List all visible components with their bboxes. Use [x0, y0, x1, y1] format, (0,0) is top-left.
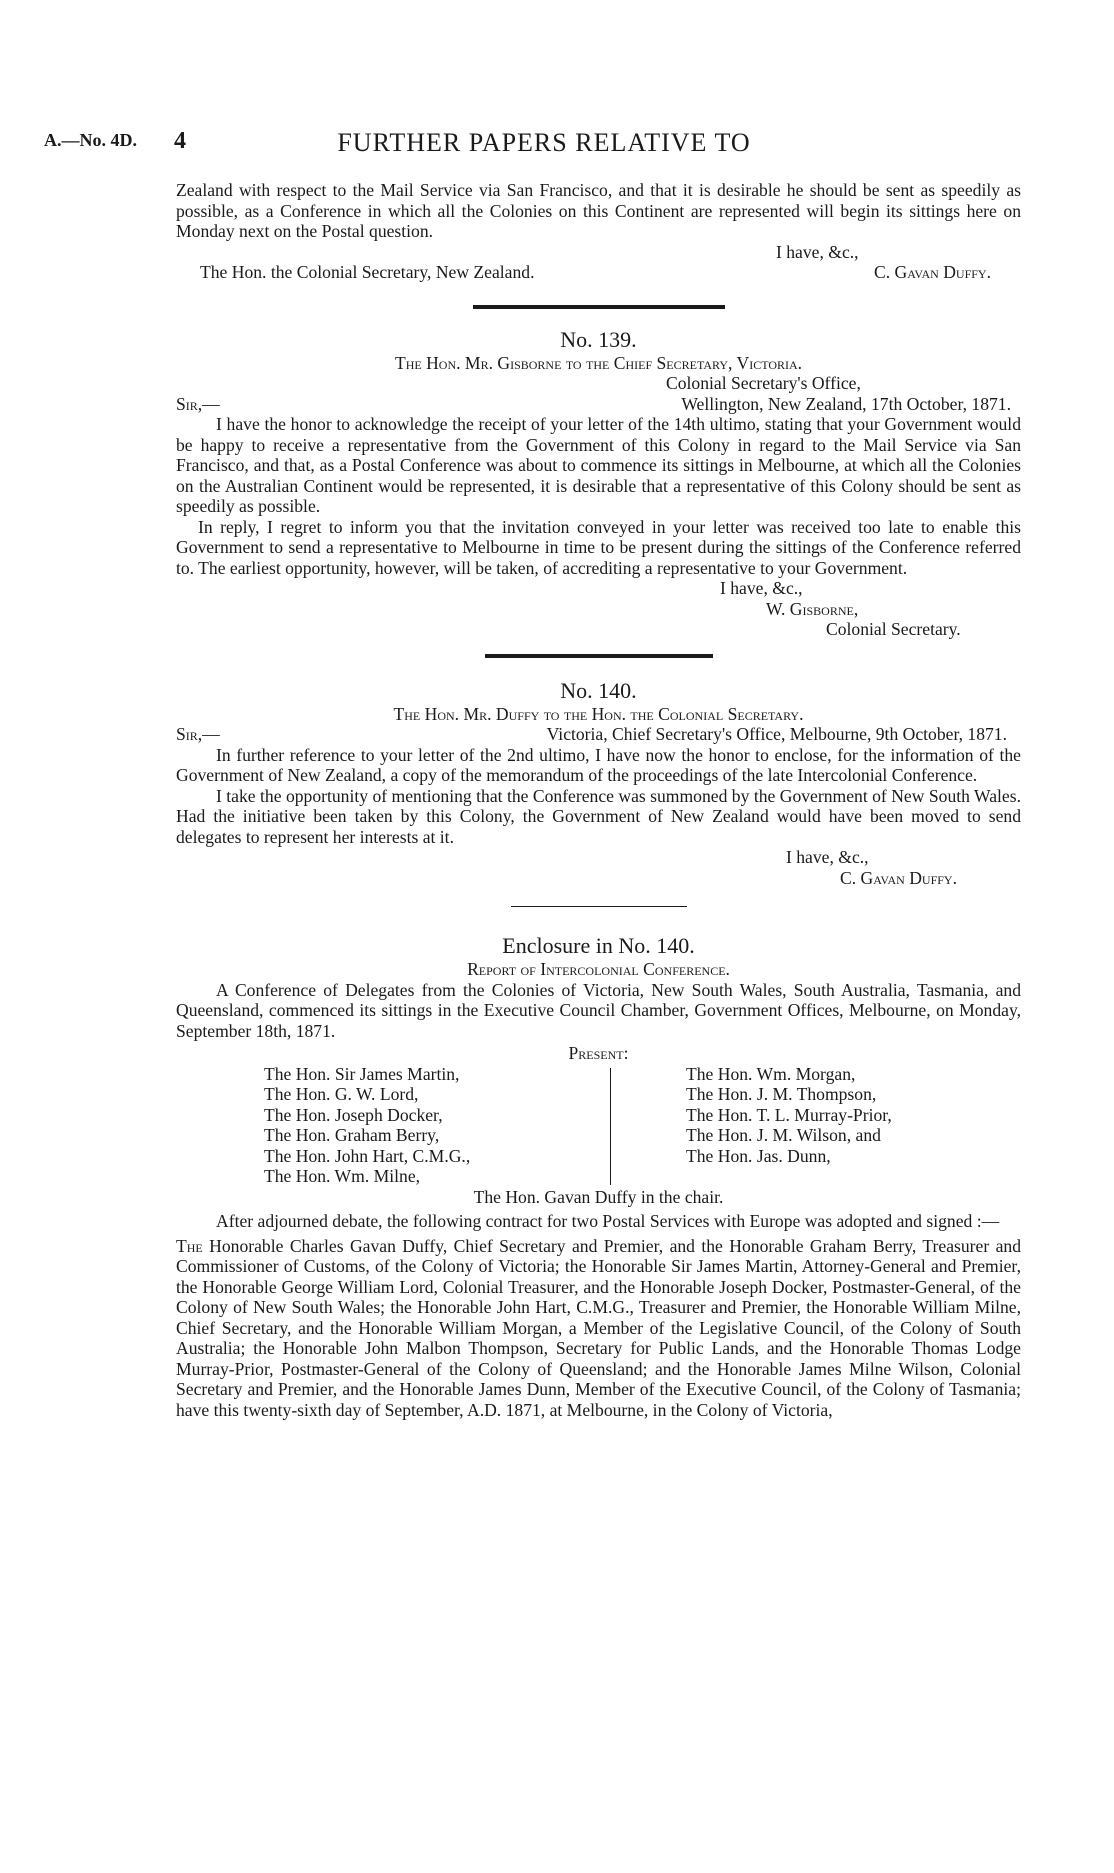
continued-paragraph: Zealand with respect to the Mail Service via San Francisco, and that it is desirable he should be sent as speedily as possible, as a Conference in which all the Colonies on this Continent are represented will begin its sittings here on Monday next on the Postal question.: [176, 180, 1021, 241]
place-date: Victoria, Chief Secretary's Office, Melbourne, 9th October, 1871.: [546, 724, 1007, 744]
running-title: FURTHER PAPERS RELATIVE TO: [337, 128, 751, 157]
salutation-row: [176, 724, 1021, 745]
contract-text: Honorable Charles Gavan Duffy, Chief Secretary and Premier, and the Honorable Graham Berry, Treasurer and Commissioner of Customs, of the Colony of Victoria; the Honorable Sir James Martin, Attorney-General and Premier, the Honorable George William Lord, Colonial Treasurer, and the Honorable Joseph Docker, Postmaster-General, of the Colony of New South Wales; the Honorable John Hart, C.M.G., Treasurer and Premier, the Honorable William Milne, Chief Secretary, and the Honorable William Morgan, a Member of the Legislative Council, of the Colony of South Australia; the Honorable John Malbon Thompson, Secretary for Public Lands, and the Honorable Thomas Lodge Murray-Prior, Postmaster-General of the Colony of Queensland; and the Honorable James Milne Wilson, Colonial Secretary and Premier, and the Honorable James Dunn, Member of the Executive Council, of the Colony of Tasmania; have this twenty-sixth day of September, A.D. 1871, at Melbourne, in the Colony of Victoria,: [176, 1235, 1021, 1420]
addressee-signature-row: [176, 262, 1021, 283]
office-line: Colonial Secretary's Office,: [666, 373, 861, 393]
paper-reference: A.—No. 4D.: [44, 130, 137, 150]
attendee-name: The Hon. Graham Berry,: [264, 1125, 440, 1145]
attendee-name: The Hon. Joseph Docker,: [264, 1104, 443, 1125]
attendee-name: The Hon. G. W. Lord,: [264, 1084, 419, 1104]
present-label: Present:: [568, 1043, 629, 1063]
enclosure-subtitle: Report of Intercolonial Conference.: [467, 959, 730, 979]
letter-heading: The Hon. Mr. Duffy to the Hon. the Colonial Secretary.: [393, 703, 804, 724]
page-header: [44, 128, 1044, 158]
closing-formula: I have, &c.,: [786, 847, 869, 867]
body-paragraph: A Conference of Delegates from the Colonies of Victoria, New South Wales, South Australia, Tasmania, and Queensland, commenced its sittings in the Executive Council Chamber, Government Offices, Melbourne, on Monday, September 18th, 1871.: [176, 979, 1021, 1041]
closing-formula: I have, &c.,: [720, 578, 803, 598]
signature: C. Gavan Duffy.: [874, 262, 991, 282]
attendee-column-left: [264, 1064, 610, 1187]
body-paragraph: In reply, I regret to inform you that the invitation conveyed in your letter was received too late to enable this Government to send a representative to Melbourne in time to be present during the sittings of the Conference referred to. The earliest opportunity, however, will be taken, of accrediting a representative to your Government.: [176, 516, 1021, 578]
attendee-name: The Hon. John Hart, C.M.G.,: [264, 1145, 471, 1166]
body-paragraph: In further reference to your letter of the 2nd ultimo, I have now the honor to enclose, for the information of the Government of New Zealand, a copy of the memorandum of the proceedings of the late Intercolonial Conference.: [176, 744, 1021, 785]
place-date: Wellington, New Zealand, 17th October, 1871.: [681, 393, 1011, 414]
attendee-name: The Hon. Jas. Dunn,: [686, 1145, 831, 1166]
attendee-name: The Hon. J. M. Wilson, and: [686, 1125, 881, 1145]
letter-number: No. 139.: [560, 326, 637, 352]
salutation: Sir,—: [176, 724, 220, 744]
attendee-name: The Hon. Wm. Morgan,: [686, 1063, 856, 1084]
body-paragraph: After adjourned debate, the following contract for two Postal Services with Europe was adopted and signed :—: [216, 1211, 1000, 1231]
salutation-row: [176, 394, 1021, 415]
attendee-name: The Hon. Sir James Martin,: [264, 1063, 460, 1084]
letter-number: No. 140.: [560, 677, 637, 703]
enclosure-title: Enclosure in No. 140.: [502, 933, 695, 958]
signature: C. Gavan Duffy.: [840, 867, 957, 888]
signatory-title: Colonial Secretary.: [826, 619, 961, 639]
closing-formula: I have, &c.,: [776, 241, 859, 262]
contract-paragraph: [176, 1236, 1021, 1421]
addressee: The Hon. the Colonial Secretary, New Zealand.: [200, 262, 535, 282]
signature: W. Gisborne,: [766, 598, 859, 619]
page-number: 4: [174, 128, 186, 154]
attendee-column-right: [611, 1064, 986, 1187]
attendee-name: The Hon. T. L. Murray-Prior,: [686, 1104, 892, 1125]
body-paragraph: I have the honor to acknowledge the receipt of your letter of the 14th ultimo, stating that your Government would be happy to receive a representative from the Government of this Colony in regard to the Mail Service via San Francisco, and that, as a Postal Conference was about to commence its sittings in Melbourne, at which all the Colonies on the Australian Continent would be represented, it is desirable that a representative of this Colony should be sent as speedily as possible.: [176, 414, 1021, 516]
attendee-name: The Hon. Wm. Milne,: [264, 1166, 421, 1186]
salutation: Sir,—: [176, 393, 220, 414]
attendee-list: [264, 1064, 1021, 1187]
body-paragraph: I take the opportunity of mentioning that the Conference was summoned by the Government of New South Wales. Had the initiative been taken by this Colony, the Government of New Zealand would have been moved to send delegates to represent her interests at it.: [176, 785, 1021, 847]
contract-lead-word: The: [176, 1235, 203, 1256]
attendee-name: The Hon. J. M. Thompson,: [686, 1084, 877, 1104]
document-body: [176, 180, 1021, 1420]
chair-line: The Hon. Gavan Duffy in the chair.: [473, 1186, 724, 1207]
letter-heading: The Hon. Mr. Gisborne to the Chief Secretary, Victoria.: [394, 352, 803, 373]
